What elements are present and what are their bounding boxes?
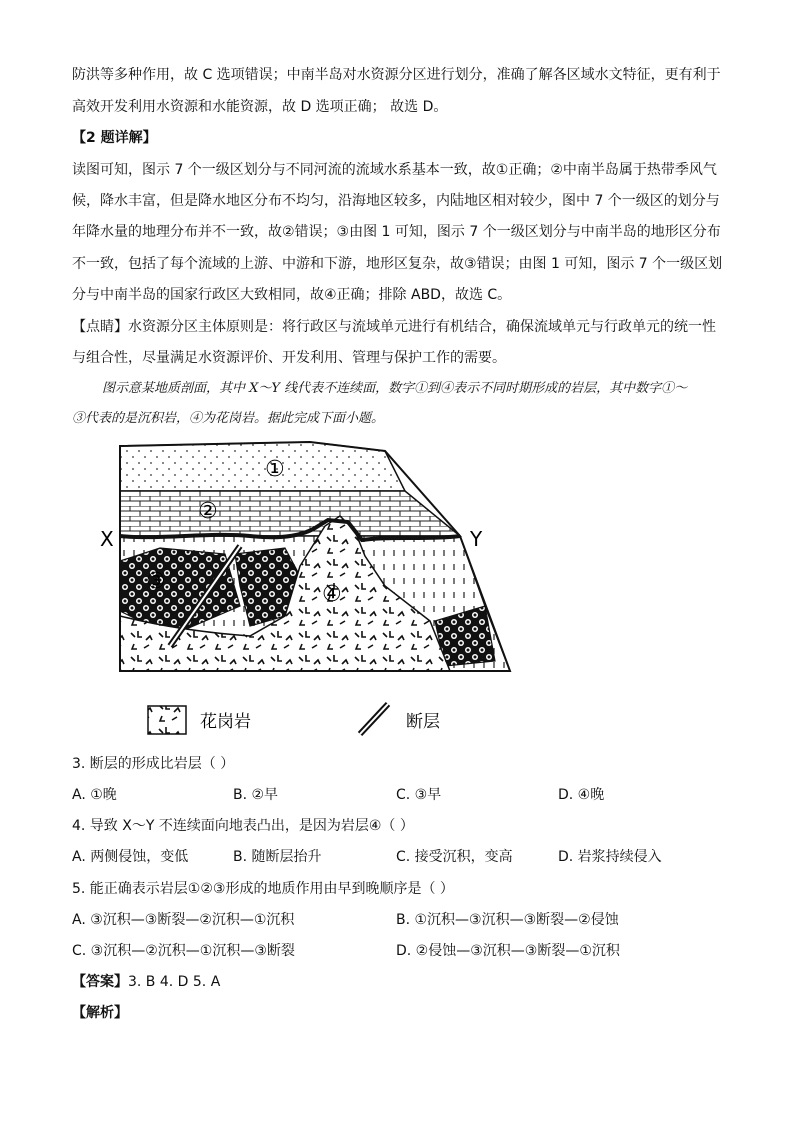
analysis-heading: 【解析】 [72,1005,128,1021]
intro-line: 图示意某地质剖面，其中 X～Y 线代表不连续面，数字①到④表示不同时期形成的岩层，其中数字①～ [102,381,688,396]
question-3: 3. 断层的形成比岩层（ ） [72,756,235,772]
answer-line [72,973,220,991]
section-heading: 【2 题详解】 [72,130,157,146]
option-4d: D. 岩浆持续侵入 [558,849,662,865]
granite-legend-swatch [148,706,186,734]
paragraph-line: 分与中南半岛的国家行政区大致相同，故④正确；排除 ABD，故选 C。 [72,287,512,303]
paragraph-line: 候，降水丰富，但是降水地区分布不均匀，沿海地区较多，内陆地区相对较少，图中 7 个一级区的划分与 [72,193,720,209]
question-4: 4. 导致 X～Y 不连续面向地表凸出，是因为岩层④（ ） [72,818,414,834]
option-3d: D. ④晚 [558,787,605,803]
layer-label-2: ② [198,499,218,524]
x-label: X [100,527,114,551]
option-5d: D. ②侵蚀—③沉积—③断裂—①沉积 [396,943,620,959]
granite-legend-label: 花岗岩 [200,712,251,732]
option-4a: A. 两侧侵蚀，变低 [72,849,189,865]
paragraph-line: 高效开发利用水资源和水能资源，故 D 选项正确； 故选 D。 [72,99,448,115]
paragraph-line: 年降水量的地理分布并不一致，故②错误；③由图 1 可知，图示 7 个一级区划分与中南半岛的地形区分布 [72,224,721,240]
legend [148,704,440,734]
paragraph-line: 不一致，包括了每个流域的上游、中游和下游，地形区复杂，故③错误；由图 1 可知，图示 7 个一级区划 [72,256,723,272]
y-label: Y [470,527,483,551]
answer-label: 【答案】 [72,974,128,990]
fault-legend-label: 断层 [406,712,440,732]
intro-line: ③代表的是沉积岩，④为花岗岩。据此完成下面小题。 [72,411,385,426]
option-5c: C. ③沉积—②沉积—①沉积—③断裂 [72,943,295,959]
tip-line: 与组合性，尽量满足水资源评价、开发利用、管理与保护工作的需要。 [72,350,506,366]
tip-line: 【点睛】水资源分区主体原则是：将行政区与流域单元进行有机结合，确保流域单元与行政单元的统一性 [72,319,716,335]
answer-values: 3. B 4. D 5. A [128,974,221,990]
layer-label-1: ① [265,457,285,482]
geologic-section-figure [100,436,540,746]
option-5a: A. ③沉积—③断裂—②沉积—①沉积 [72,912,295,928]
layer-label-3: ③ [146,569,166,594]
option-3b: B. ②早 [233,787,279,803]
layer-label-4: ④ [322,582,342,607]
question-5: 5. 能正确表示岩层①②③形成的地质作用由早到晚顺序是（ ） [72,881,454,897]
option-3c: C. ③早 [396,787,442,803]
paragraph-line: 防洪等多种作用，故 C 选项错误；中南半岛对水资源分区进行划分，准确了解各区域水文特征，更有利于 [72,67,721,83]
option-3a: A. ①晚 [72,787,117,803]
paragraph-line: 读图可知，图示 7 个一级区划分与不同河流的流域水系基本一致，故①正确；②中南半岛属于热带季风气 [72,162,717,178]
option-5b: B. ①沉积—③沉积—③断裂—②侵蚀 [396,912,619,928]
option-4b: B. 随断层抬升 [233,849,322,865]
option-4c: C. 接受沉积，变高 [396,849,513,865]
